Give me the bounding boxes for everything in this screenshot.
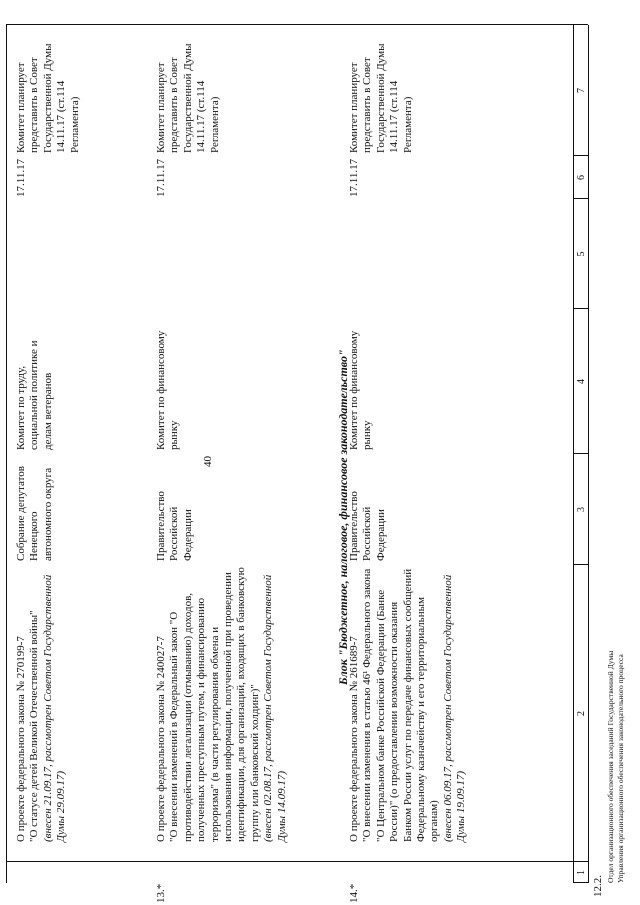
committee-plan: Комитет планирует представить в Совет Государственной Думы 14.11.17 (ст.114 Регламента)	[15, 43, 81, 153]
row-number: 13.*	[155, 883, 167, 903]
column-number: 5	[576, 251, 587, 257]
footer-line: Отдел организационного обеспечения заседаний Государственной Думы	[606, 650, 615, 883]
footer	[606, 463, 626, 883]
bill-title: О проекте федерального закона № 270199-7	[15, 636, 27, 842]
header-row-border	[588, 25, 589, 883]
bill-author: Правительство Российской Федерации	[155, 491, 194, 561]
row-14	[348, 567, 469, 842]
responsible-committee: Комитет по финансовому рынку	[348, 330, 374, 450]
committee-plan: Комитет планирует представить в Совет Государственной Думы 14.11.17 (ст.114 Регламента)	[348, 43, 414, 153]
column-number: 1	[576, 870, 587, 875]
table-edge-line	[6, 25, 7, 883]
column-number: 7	[576, 88, 587, 93]
committee-plan: Комитет планирует представить в Совет Государственной Думы 14.11.17 (ст.114 Регламента)	[155, 43, 221, 153]
bill-description: "О статусе детей Великой Отечественной войны"	[28, 610, 41, 842]
bill-note: (внесен 02.08.17, рассмотрен Советом Государственной Думы 14.09.17)	[262, 574, 288, 842]
bill-note: (внесен 21.09.17, рассмотрен Советом Государственной Думы 29.09.17)	[41, 574, 68, 842]
bill-author: Собрание депутатов Ненецкого автономного округа	[15, 466, 54, 561]
column-divider	[6, 24, 588, 25]
column-number: 2	[576, 711, 587, 716]
review-date: 17.11.17	[155, 158, 167, 197]
bill-description: "О внесении изменений в Федеральный закон "О противодействии легализации (отмыванию) доходов, полученных преступным путем, и финансированию терроризма" (в части регулирования обмена и использования информации, полученной при проведении идентификации, для организаций, входящих в банковскую группу или банковский холдинг)"	[168, 567, 261, 842]
responsible-committee: Комитет по труду, социальной политике и делам ветеранов	[15, 340, 54, 450]
review-date: 17.11.17	[15, 158, 27, 197]
table-top-border	[573, 25, 574, 883]
bill-description: "О внесении изменения в статью 46¹ Федерального закона "О Центральном банке Российской Федерации (Банке России)" (о предоставлении возможности оказания Банком России услуг по передаче финансовых сообщений Федеральному казначейству и его территориальным органам)	[361, 568, 441, 842]
row-number: 12.2.	[592, 875, 604, 897]
block-heading: Блок "Бюджетное, налоговое, финансовое законодательство"	[336, 349, 350, 685]
column-number: 6	[576, 175, 587, 180]
column-number: 4	[576, 379, 587, 384]
column-divider	[6, 861, 588, 862]
row-13	[155, 567, 289, 842]
footer-line: Управления организационного обеспечения законодательного процесса	[616, 654, 625, 883]
bill-title: О проекте федерального закона № 240027-7	[155, 636, 167, 842]
review-date: 17.11.17	[348, 158, 360, 197]
responsible-committee: Комитет по финансовому рынку	[155, 330, 181, 450]
bill-title: О проекте федерального закона № 261689-7	[348, 636, 360, 842]
page-number: 40	[202, 456, 214, 467]
row-number: 14.*	[348, 883, 360, 903]
column-number: 3	[576, 507, 587, 512]
row-12-2	[15, 567, 69, 842]
bill-author: Правительство Российской Федерации	[348, 491, 387, 561]
bill-note: (внесен 06.09.17, рассмотрен Советом Государственной Думы 19.09.17)	[441, 574, 468, 842]
